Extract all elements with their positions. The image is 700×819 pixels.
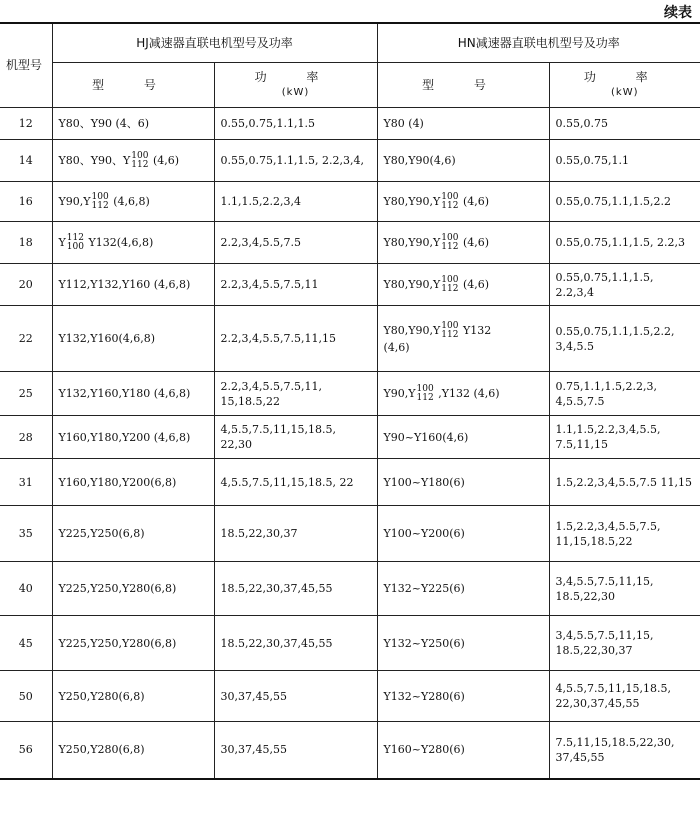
table-row <box>0 506 700 562</box>
hj-power-header: 功 率 (kW) <box>214 63 377 108</box>
hn-power-cell <box>549 140 700 182</box>
model-cell <box>0 616 52 671</box>
hn-power-cell <box>549 264 700 306</box>
hj-power-values: 4,5.5,7.5,11,15,18.5, 22 <box>220 475 354 489</box>
hn-frame-upper: 100 <box>441 321 459 331</box>
hj-model-cell <box>52 222 214 264</box>
hn-model-cell <box>377 140 549 182</box>
table-row <box>0 182 700 222</box>
hn-model-cell <box>377 506 549 562</box>
table-row <box>0 722 700 779</box>
model-cell <box>0 416 52 459</box>
model-number: 56 <box>18 743 33 757</box>
hn-frame-upper: 100 <box>441 232 459 243</box>
hj-model-text: Y225,Y250,Y280(6,8) <box>58 636 177 650</box>
hj-power-cell <box>214 222 377 264</box>
hn-model-text: Y132~Y280(6) <box>383 689 465 703</box>
hn-power-values: 1.5,2.2,3,4,5.5,7.5 11,15 <box>555 475 692 489</box>
hn-power-values: 0.55,0.75,1.1,1.5,2.2 <box>555 195 671 208</box>
model-number: 16 <box>18 195 33 208</box>
hj-power-cell <box>214 306 377 372</box>
hn-model-text: Y80,Y90,Y <box>383 235 441 249</box>
hn-model-cell <box>377 108 549 140</box>
hj-power-cell <box>214 264 377 306</box>
hn-model-suffix: (4,6) <box>459 235 490 249</box>
model-column-header: 机型号 <box>0 23 52 108</box>
hj-power-values: 18.5,22,30,37,45,55 <box>220 582 333 595</box>
hj-power-cell <box>214 722 377 779</box>
table-row <box>0 108 700 140</box>
hj-power-values: 0.55,0.75,1.1,1.5, 2.2,3,4, <box>220 154 364 167</box>
model-number: 40 <box>18 582 33 595</box>
hn-model-cell <box>377 306 549 372</box>
hn-power-cell <box>549 562 700 616</box>
hj-model-text: Y80、Y90 (4、6) <box>58 117 150 130</box>
table-row <box>0 459 700 506</box>
hj-power-cell <box>214 140 377 182</box>
hn-power-cell <box>549 306 700 372</box>
hj-model-cell <box>52 140 214 182</box>
hn-power-cell <box>549 616 700 671</box>
hn-model-cell <box>377 459 549 506</box>
hn-model-cell <box>377 671 549 722</box>
hj-model-cell <box>52 264 214 306</box>
hj-power-cell <box>214 506 377 562</box>
hj-model-cell <box>52 506 214 562</box>
model-number: 25 <box>18 387 33 400</box>
hn-frame-lower: 112 <box>441 330 459 340</box>
hj-power-values: 2.2,3,4,5.5,7.5,11, 15,18.5,22 <box>220 379 322 408</box>
hj-frame-range <box>131 152 148 170</box>
hn-power-values: 4,5.5,7.5,11,15,18.5, 22,30,37,45,55 <box>555 682 671 710</box>
hn-model-text: Y90~Y160(4,6) <box>383 430 469 444</box>
hj-power-values: 2.2,3,4,5.5,7.5 <box>220 236 301 249</box>
hj-model-cell <box>52 306 214 372</box>
hn-frame-upper: 100 <box>441 191 459 202</box>
model-number: 20 <box>18 278 33 291</box>
group-header-row <box>0 23 700 63</box>
hj-model-text: Y132,Y160,Y180 (4,6,8) <box>58 387 191 400</box>
hj-model-cell <box>52 372 214 416</box>
hn-frame-upper: 100 <box>441 274 459 285</box>
hn-model-cell <box>377 416 549 459</box>
model-number: 35 <box>18 527 33 540</box>
hj-model-text: Y90,Y <box>58 194 91 208</box>
hj-frame-upper: 112 <box>66 232 84 243</box>
model-cell <box>0 562 52 616</box>
hn-model-text: Y132~Y225(6) <box>383 582 465 595</box>
hn-power-values: 0.55,0.75,1.1,1.5,2.2, 3,4,5.5 <box>555 324 675 353</box>
hj-model-cell <box>52 416 214 459</box>
hn-model-text: Y80,Y90,Y <box>383 277 441 291</box>
table-row <box>0 264 700 306</box>
model-cell <box>0 459 52 506</box>
hn-model-suffix: Y132 <box>459 324 492 337</box>
table-row <box>0 416 700 459</box>
model-number: 22 <box>18 332 33 345</box>
hn-frame-lower: 112 <box>441 200 459 211</box>
hj-power-values: 4,5.5,7.5,11,15,18.5, 22,30 <box>220 423 336 451</box>
hn-model-cell <box>377 722 549 779</box>
hn-power-cell <box>549 182 700 222</box>
model-cell <box>0 722 52 779</box>
hj-power-values: 18.5,22,30,37 <box>220 527 298 540</box>
hj-power-values: 18.5,22,30,37,45,55 <box>220 636 333 650</box>
hn-model-text: Y80,Y90,Y <box>383 194 441 208</box>
model-cell <box>0 140 52 182</box>
model-cell <box>0 306 52 372</box>
table-row <box>0 222 700 264</box>
hn-frame-lower: 112 <box>416 392 434 403</box>
hn-power-values: 1.5,2.2,3,4,5.5,7.5, 11,15,18.5,22 <box>555 519 661 548</box>
hj-power-cell <box>214 182 377 222</box>
hn-model-cell <box>377 222 549 264</box>
hn-model-text: Y100~Y180(6) <box>383 475 465 489</box>
hj-power-cell <box>214 459 377 506</box>
model-cell <box>0 506 52 562</box>
hj-power-cell <box>214 671 377 722</box>
hn-power-cell <box>549 671 700 722</box>
hn-power-cell <box>549 506 700 562</box>
hj-model-cell <box>52 616 214 671</box>
hn-power-values: 3,4,5.5,7.5,11,15, 18.5,22,30,37 <box>555 629 654 657</box>
continued-label: 续表 <box>664 5 692 21</box>
hn-power-cell <box>549 372 700 416</box>
model-number: 14 <box>18 154 33 167</box>
hj-model-text: Y225,Y250(6,8) <box>58 527 145 540</box>
hj-model-cell <box>52 722 214 779</box>
hj-power-cell <box>214 372 377 416</box>
model-number: 45 <box>18 636 33 650</box>
table-row <box>0 616 700 671</box>
hn-model-text: Y80,Y90(4,6) <box>383 154 456 167</box>
hn-power-cell <box>549 108 700 140</box>
hn-frame-range <box>417 385 434 403</box>
hn-model-text: Y132~Y250(6) <box>383 636 465 650</box>
hj-power-cell <box>214 108 377 140</box>
hj-power-values: 30,37,45,55 <box>220 689 287 703</box>
sub-header-row <box>0 63 700 108</box>
hj-model-text: Y250,Y280(6,8) <box>58 689 145 703</box>
hn-power-values: 0.55,0.75 <box>555 117 608 130</box>
hj-group-header: HJ减速器直联电机型号及功率 <box>52 23 377 63</box>
table-row <box>0 372 700 416</box>
hn-frame-range <box>441 234 458 252</box>
hj-model-cell <box>52 459 214 506</box>
model-cell <box>0 264 52 306</box>
hj-type-header: 型 号 <box>52 63 214 108</box>
hj-model-text: Y112,Y132,Y160 (4,6,8) <box>58 278 191 291</box>
hj-power-values: 2.2,3,4,5.5,7.5,11,15 <box>220 332 336 345</box>
hn-model-text: Y80 (4) <box>383 117 424 130</box>
hn-frame-lower: 112 <box>441 283 459 294</box>
hn-power-values: 0.55,0.75,1.1 <box>555 154 629 167</box>
hj-model-text: Y <box>58 235 66 249</box>
hj-frame-lower: 100 <box>66 241 84 252</box>
model-number: 18 <box>18 236 33 249</box>
hn-type-header: 型 号 <box>377 63 549 108</box>
hj-model-suffix: (4,6,8) <box>109 194 150 208</box>
hn-frame-range <box>441 193 458 211</box>
hn-group-header: HN减速器直联电机型号及功率 <box>377 23 700 63</box>
hj-model-text: Y80、Y90、Y <box>58 153 131 167</box>
table-row <box>0 671 700 722</box>
hn-power-values: 7.5,11,15,18.5,22,30, 37,45,55 <box>555 735 675 764</box>
hj-frame-lower: 112 <box>131 159 149 170</box>
hn-model-text: Y100~Y200(6) <box>383 527 465 540</box>
hn-model-text: Y160~Y280(6) <box>383 743 465 757</box>
hj-frame-range <box>67 234 84 252</box>
hn-model-cell <box>377 562 549 616</box>
hj-model-suffix: Y132(4,6,8) <box>84 235 154 249</box>
hn-power-cell <box>549 459 700 506</box>
hj-model-text: Y160,Y180,Y200 (4,6,8) <box>58 430 191 444</box>
hn-model-text: Y80,Y90,Y <box>383 324 441 337</box>
hj-model-cell <box>52 562 214 616</box>
hj-model-text: Y160,Y180,Y200(6,8) <box>58 475 177 489</box>
model-cell <box>0 671 52 722</box>
hn-model-cell <box>377 372 549 416</box>
hn-model-cell <box>377 182 549 222</box>
hj-frame-upper: 100 <box>91 191 109 202</box>
hj-frame-upper: 100 <box>131 150 149 161</box>
model-number: 28 <box>18 430 33 444</box>
hn-frame-lower: 112 <box>441 241 459 252</box>
table-body <box>0 108 700 779</box>
hn-power-cell <box>549 222 700 264</box>
hn-model-suffix: ,Y132 (4,6) <box>434 386 500 400</box>
hn-model-note: (4,6) <box>383 341 410 354</box>
hj-frame-lower: 112 <box>91 200 109 211</box>
hj-model-cell <box>52 182 214 222</box>
table-row <box>0 140 700 182</box>
hn-power-cell <box>549 416 700 459</box>
hn-model-suffix: (4,6) <box>459 277 490 291</box>
hj-power-values: 2.2,3,4,5.5,7.5,11 <box>220 278 319 291</box>
table-row <box>0 306 700 372</box>
hj-power-values: 30,37,45,55 <box>220 743 287 757</box>
hj-frame-range <box>92 193 109 211</box>
hj-power-cell <box>214 416 377 459</box>
hn-power-values: 0.75,1.1,1.5,2.2,3, 4,5.5,7.5 <box>555 379 657 408</box>
hj-model-cell <box>52 108 214 140</box>
hj-power-cell <box>214 562 377 616</box>
hj-model-suffix: (4,6) <box>149 153 180 167</box>
hj-power-values: 0.55,0.75,1.1,1.5 <box>220 117 315 130</box>
hj-model-text: Y225,Y250,Y280(6,8) <box>58 582 177 595</box>
motor-spec-table <box>0 22 700 780</box>
hn-power-values: 3,4,5.5,7.5,11,15, 18.5,22,30 <box>555 574 654 603</box>
hn-frame-range <box>441 322 458 340</box>
hn-model-cell <box>377 264 549 306</box>
model-cell <box>0 372 52 416</box>
hn-model-suffix: (4,6) <box>459 194 490 208</box>
hj-power-values: 1.1,1.5,2.2,3,4 <box>220 195 301 208</box>
hn-model-cell <box>377 616 549 671</box>
hn-model-text: Y90,Y <box>383 386 416 400</box>
hn-power-values: 1.1,1.5,2.2,3,4,5.5, 7.5,11,15 <box>555 423 661 451</box>
model-number: 12 <box>18 117 33 130</box>
model-cell <box>0 108 52 140</box>
table-row <box>0 562 700 616</box>
hn-frame-upper: 100 <box>416 383 434 394</box>
hn-power-header: 功 率 (kW) <box>549 63 700 108</box>
hj-model-cell <box>52 671 214 722</box>
model-cell <box>0 182 52 222</box>
hj-model-text: Y132,Y160(4,6,8) <box>58 332 156 345</box>
model-number: 31 <box>18 475 33 489</box>
hj-model-text: Y250,Y280(6,8) <box>58 743 145 757</box>
hn-power-values: 0.55,0.75,1.1,1.5, 2.2,3 <box>555 236 685 249</box>
hn-power-values: 0.55,0.75,1.1,1.5, 2.2,3,4 <box>555 270 654 299</box>
hn-frame-range <box>441 276 458 294</box>
model-cell <box>0 222 52 264</box>
hn-power-cell <box>549 722 700 779</box>
hj-power-cell <box>214 616 377 671</box>
model-number: 50 <box>18 689 33 703</box>
